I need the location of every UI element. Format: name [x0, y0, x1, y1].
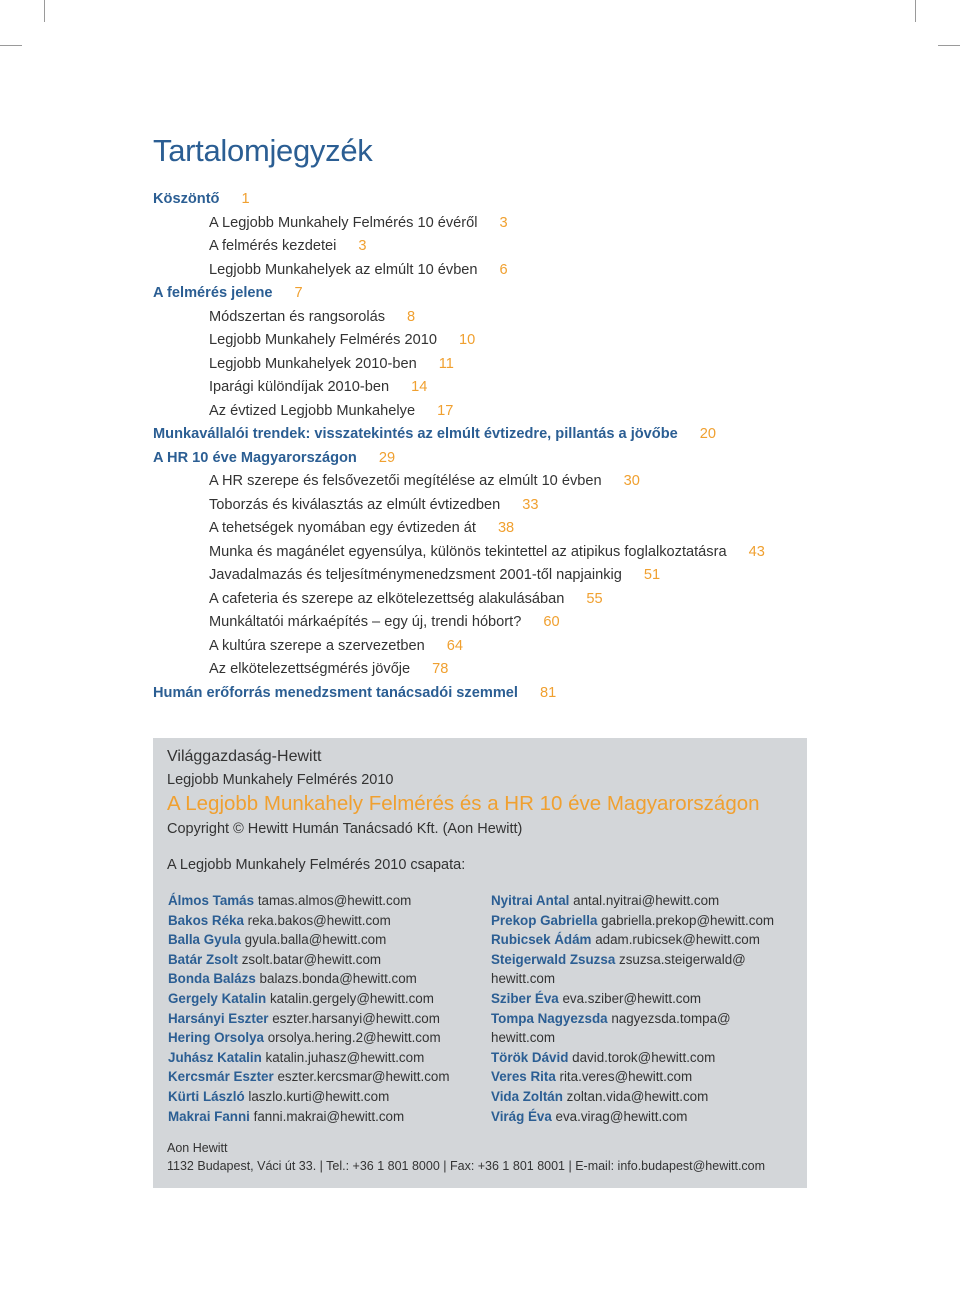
toc-entry[interactable] — [153, 658, 833, 682]
toc-page-number: 8 — [407, 308, 416, 325]
team-member — [491, 891, 801, 911]
toc-page-number: 6 — [499, 261, 508, 278]
team-member — [168, 989, 478, 1009]
toc-entry-title: Javadalmazás és teljesítménymenedzsment 2001-től napjainkig — [209, 567, 622, 583]
member-email[interactable]: gyula.balla@hewitt.com — [244, 932, 387, 948]
toc-entry[interactable] — [153, 188, 833, 212]
member-name: Tompa Nagyezsda — [491, 1010, 608, 1026]
team-member — [168, 1067, 478, 1087]
crop-mark — [938, 45, 960, 46]
toc-entry-title: A felmérés jelene — [153, 285, 273, 301]
toc-page-number: 38 — [497, 520, 515, 536]
toc-page-number: 43 — [748, 543, 765, 560]
team-member — [491, 1107, 801, 1127]
team-member — [168, 1048, 478, 1068]
team-list-right — [491, 891, 801, 1126]
toc-entry[interactable] — [153, 282, 833, 306]
member-name: Bonda Balázs — [168, 971, 256, 987]
toc-page-number: 1 — [241, 191, 250, 207]
toc-entry-title: Köszöntő — [153, 191, 220, 207]
toc-page-number: 3 — [358, 238, 367, 254]
member-email[interactable]: katalin.gergely@hewitt.com — [269, 990, 434, 1006]
team-member — [168, 950, 478, 970]
toc-page-number: 20 — [699, 426, 716, 442]
member-name: Török Dávid — [491, 1049, 569, 1065]
toc-page-number: 33 — [522, 496, 539, 513]
publication-headline: A Legjobb Munkahely Felmérés és a HR 10 éve Magyarországon — [167, 792, 760, 815]
toc-entry[interactable] — [153, 306, 833, 330]
team-member — [491, 1087, 801, 1107]
toc-entry[interactable] — [153, 447, 833, 471]
toc-page-number: 30 — [623, 473, 640, 489]
team-member — [168, 1107, 478, 1127]
member-email[interactable]: gabriella.prekop@hewitt.com — [601, 912, 775, 928]
member-email[interactable]: orsolya.hering.2@hewitt.com — [267, 1030, 441, 1046]
toc-entry[interactable] — [153, 423, 833, 447]
copyright-notice: Copyright © Hewitt Humán Tanácsadó Kft. (Aon Hewitt) — [167, 821, 523, 837]
team-member — [168, 1028, 478, 1048]
team-member — [491, 930, 801, 950]
table-of-contents — [153, 188, 833, 705]
toc-entry-title: A cafeteria és szerepe az elkötelezettség alakulásában — [209, 590, 565, 607]
toc-page-number: 78 — [432, 661, 449, 677]
toc-page-number: 10 — [458, 332, 476, 348]
member-name: Rubicsek Ádám — [491, 932, 592, 948]
member-email[interactable]: zsuzsa.steigerwald@ — [619, 951, 746, 967]
crop-mark — [0, 45, 22, 46]
colophon-box — [153, 738, 807, 1188]
member-email[interactable]: fanni.makrai@hewitt.com — [253, 1108, 405, 1124]
toc-page-number: 3 — [499, 214, 508, 231]
team-member — [491, 969, 801, 989]
member-email[interactable]: katalin.juhasz@hewitt.com — [265, 1049, 425, 1065]
team-member — [491, 911, 801, 931]
toc-entry[interactable] — [153, 682, 833, 706]
member-email[interactable]: reka.bakos@hewitt.com — [247, 912, 391, 928]
member-name: Kercsmár Eszter — [168, 1069, 274, 1085]
member-name: Bakos Réka — [168, 912, 244, 928]
footer-address: 1132 Budapest, Váci út 33. | Tel.: +36 1 801 8000 | Fax: +36 1 801 8001 | E-mail: info.budapest@hewitt.com — [167, 1159, 766, 1173]
toc-entry-title: Munkáltatói márkaépítés – egy új, trendi hóbort? — [209, 614, 522, 630]
toc-entry-title: Az évtized Legjobb Munkahelye — [209, 402, 416, 419]
toc-entry[interactable] — [153, 588, 833, 612]
member-name: Nyitrai Antal — [491, 893, 570, 908]
member-email[interactable]: hewitt.com — [491, 1030, 555, 1046]
toc-page-number: 14 — [411, 379, 428, 395]
toc-entry-title: A kultúra szerepe a szervezetben — [209, 637, 425, 654]
toc-entry[interactable] — [153, 212, 833, 236]
toc-entry[interactable] — [153, 635, 833, 659]
toc-entry-title: A felmérés kezdetei — [209, 238, 337, 254]
toc-entry-title: Iparági különdíjak 2010-ben — [209, 379, 390, 395]
toc-entry[interactable] — [153, 329, 833, 353]
toc-entry-title: Legjobb Munkahely Felmérés 2010 — [209, 332, 437, 348]
toc-entry[interactable] — [153, 376, 833, 400]
toc-entry-title: Módszertan és rangsorolás — [209, 308, 386, 325]
member-name: Álmos Tamás — [168, 893, 255, 908]
member-name: Juhász Katalin — [168, 1049, 262, 1065]
team-member — [168, 891, 478, 911]
toc-page-number: 55 — [586, 590, 603, 607]
toc-entry[interactable] — [153, 353, 833, 377]
footer-company: Aon Hewitt — [167, 1141, 228, 1155]
member-email[interactable]: rita.veres@hewitt.com — [559, 1069, 693, 1085]
toc-entry-title: Munka és magánélet egyensúlya, különös tekintettel az atipikus foglalkoztatásra — [209, 543, 727, 560]
toc-entry-title: A tehetségek nyomában egy évtizeden át — [209, 520, 476, 536]
team-member — [168, 911, 478, 931]
member-name: Vida Zoltán — [491, 1088, 563, 1104]
member-name: Gergely Katalin — [168, 990, 267, 1006]
member-name: Steigerwald Zsuzsa — [491, 951, 616, 967]
member-email[interactable]: eva.sziber@hewitt.com — [562, 990, 702, 1006]
member-email[interactable]: adam.rubicsek@hewitt.com — [595, 932, 760, 948]
member-name: Hering Orsolya — [168, 1030, 264, 1046]
team-heading: A Legjobb Munkahely Felmérés 2010 csapata: — [167, 857, 466, 873]
member-email[interactable]: antal.nyitrai@hewitt.com — [573, 893, 720, 908]
publisher-name: Világgazdaság-Hewitt — [167, 748, 322, 765]
member-name: Sziber Éva — [491, 990, 559, 1006]
toc-page-number: 11 — [438, 355, 454, 372]
team-list-left — [168, 891, 478, 1126]
member-email[interactable]: laszlo.kurti@hewitt.com — [248, 1088, 390, 1104]
team-member — [491, 1067, 801, 1087]
toc-page-number: 29 — [378, 449, 396, 466]
toc-page-number: 64 — [446, 637, 464, 654]
toc-entry-title: A Legjobb Munkahely Felmérés 10 évéről — [209, 214, 478, 231]
toc-entry-title: A HR 10 éve Magyarországon — [153, 449, 357, 466]
member-name: Virág Éva — [491, 1108, 552, 1124]
toc-page-number: 60 — [543, 614, 560, 630]
team-member — [491, 950, 801, 970]
toc-entry-title: Legjobb Munkahelyek az elmúlt 10 évben — [209, 261, 478, 278]
crop-mark — [915, 0, 916, 22]
member-name: Balla Gyula — [168, 932, 241, 948]
toc-entry-title: Humán erőforrás menedzsment tanácsadói szemmel — [153, 684, 518, 701]
toc-entry-title: Toborzás és kiválasztás az elmúlt évtizedben — [209, 496, 501, 513]
member-email[interactable]: nagyezsda.tompa@ — [611, 1010, 731, 1026]
team-member — [491, 989, 801, 1009]
member-name: Prekop Gabriella — [491, 912, 598, 928]
member-email[interactable]: eszter.kercsmar@hewitt.com — [277, 1069, 450, 1085]
member-email[interactable]: zsolt.batar@hewitt.com — [241, 951, 382, 967]
member-email[interactable]: eva.virag@hewitt.com — [555, 1108, 688, 1124]
team-member — [168, 1087, 478, 1107]
team-member — [491, 1048, 801, 1068]
crop-mark — [44, 0, 45, 22]
toc-entry-title: Munkavállalói trendek: visszatekintés az elmúlt évtizedre, pillantás a jövőbe — [153, 426, 678, 442]
toc-page-number: 51 — [643, 567, 661, 583]
survey-name: Legjobb Munkahely Felmérés 2010 — [167, 772, 394, 788]
toc-entry[interactable] — [153, 564, 833, 588]
toc-entry-title: A HR szerepe és felsővezetői megítélése az elmúlt 10 évben — [209, 473, 602, 489]
toc-entry[interactable] — [153, 494, 833, 518]
team-member — [168, 1009, 478, 1029]
member-email[interactable]: tamas.almos@hewitt.com — [257, 893, 412, 908]
toc-entry[interactable] — [153, 400, 833, 424]
page-title: Tartalomjegyzék — [153, 132, 373, 168]
toc-entry[interactable] — [153, 541, 833, 565]
toc-page-number: 17 — [437, 402, 454, 419]
toc-entry-title: Legjobb Munkahelyek 2010-ben — [209, 355, 417, 372]
toc-page-number: 7 — [294, 285, 303, 301]
team-member — [168, 930, 478, 950]
toc-entry[interactable] — [153, 611, 833, 635]
member-name: Makrai Fanni — [168, 1108, 250, 1124]
member-email[interactable]: hewitt.com — [491, 971, 555, 987]
toc-entry[interactable] — [153, 259, 833, 283]
member-email[interactable]: eszter.harsanyi@hewitt.com — [272, 1010, 440, 1026]
member-email[interactable]: zoltan.vida@hewitt.com — [566, 1088, 709, 1104]
toc-entry[interactable] — [153, 235, 833, 259]
member-name: Batár Zsolt — [168, 951, 238, 967]
team-member — [168, 969, 478, 989]
team-member — [491, 1009, 801, 1029]
member-name: Veres Rita — [491, 1069, 556, 1085]
member-email[interactable]: balazs.bonda@hewitt.com — [259, 971, 417, 987]
member-email[interactable]: david.torok@hewitt.com — [572, 1049, 716, 1065]
toc-page-number: 81 — [539, 684, 557, 701]
member-name: Harsányi Eszter — [168, 1010, 269, 1026]
member-name: Kürti László — [168, 1088, 245, 1104]
toc-entry[interactable] — [153, 517, 833, 541]
team-member — [491, 1028, 801, 1048]
toc-entry-title: Az elkötelezettségmérés jövője — [209, 661, 411, 677]
toc-entry[interactable] — [153, 470, 833, 494]
